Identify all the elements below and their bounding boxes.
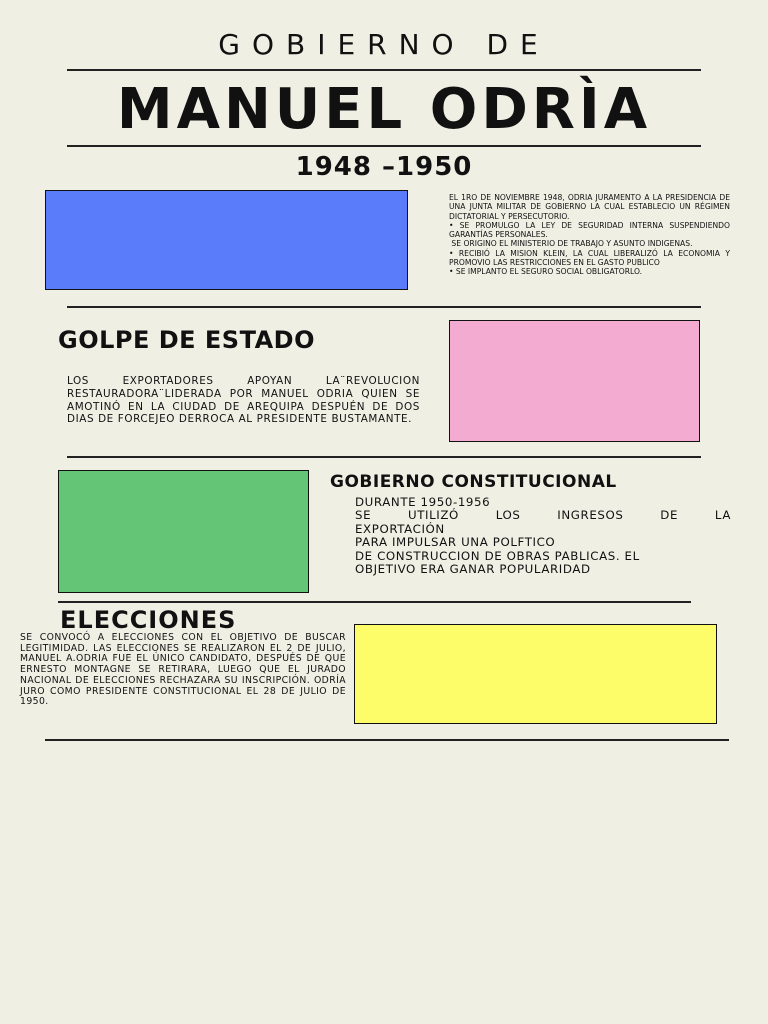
intro-paragraph: • SE PROMULGO LA LEY DE SEGURIDAD INTERNA SUSPENDIENDO GARANTÍAS PERSONALES. [449, 220, 730, 240]
intro-paragraph: • SE IMPLANTO EL SEGURO SOCIAL OBLIGATORLO. [449, 267, 643, 277]
page-title: MANUEL ODRÌA [116, 77, 652, 142]
divider-3 [58, 601, 691, 603]
divider-1 [67, 306, 701, 308]
constitucional-text [355, 496, 731, 576]
golpe-heading: GOLPE DE ESTADO [58, 326, 315, 354]
divider-2 [67, 456, 701, 458]
constitucional-line: PARA IMPULSAR UNA POLFTICO [355, 535, 556, 550]
constitucional-line: OBJETIVO ERA GANAR POPULARIDAD [355, 562, 591, 577]
intro-paragraph: EL 1RO DE NOVIEMBRE 1948, ODRIA JURAMENTO A LA PRESIDENCIA DE UNA JUNTA MILITAR DE GOBIERNO LA CUAL ESTABLECIO UN RÉGIMEN DICTATORIAL Y PERSECUTORIO. [449, 193, 730, 221]
intro-paragraph: • RECIBIÓ LA MISION KLEIN, LA CUAL LIBERALIZÓ LA ECONOMIA Y PROMOVIO LAS RESTRICCIONES EN EL GASTO PUBLICO [449, 248, 730, 268]
elecciones-text: SE CONVOCÓ A ELECCIONES CON EL OBJETIVO DE BUSCAR LEGITIMIDAD. LAS ELECCIONES SE REALIZARON EL 2 DE JULIO, MANUEL A.ODRIA FUE EL ÚNICO CANDIDATO, DESPUÉS DE QUE ERNESTO MONTAGNE SE RETIRARA, LUEGO QUE EL JURADO NACIONAL DE ELECCIONES RECHAZARA SU INSCRIPCIÓN. ODRÍA JURO COMO PRESIDENTE CONSTITUCIONAL EL 28 DE JULIO DE 1950. [20, 632, 346, 708]
divider-top [67, 69, 701, 71]
constitucional-line: SE UTILIZÓ LOS INGRESOS DE LA [355, 508, 731, 523]
green-image-placeholder [58, 470, 309, 593]
pink-image-placeholder [449, 320, 700, 442]
divider-bottom [45, 739, 729, 741]
divider-title [67, 145, 701, 147]
yellow-image-placeholder [354, 624, 717, 724]
elecciones-heading: ELECCIONES [60, 606, 237, 634]
constitucional-heading: GOBIERNO CONSTITUCIONAL [330, 472, 617, 492]
intro-paragraph: SE ORIGINO EL MINISTERIO DE TRABAJO Y ASUNTO INDIGENAS. [449, 239, 693, 249]
constitucional-line: DURANTE 1950-1956 [355, 495, 491, 509]
golpe-text: LOS EXPORTADORES APOYAN LA¨REVOLUCION RESTAURADORA¨LIDERADA POR MANUEL ODRIA QUIEN SE AMOTINÓ EN LA CIUDAD DE AREQUIPA DESPUÉN DE DOS DIAS DE FORCEJEO DERROCA AL PRESIDENTE BUSTAMANTE. [67, 375, 420, 426]
constitucional-line: DE CONSTRUCCION DE OBRAS PABLICAS. EL [355, 548, 640, 563]
subtitle: GOBIERNO DE [218, 28, 550, 61]
years-heading: 1948 –1950 [295, 152, 473, 182]
constitucional-line: EXPORTACIÓN [355, 521, 445, 536]
blue-image-placeholder [45, 190, 408, 290]
intro-text [449, 193, 730, 277]
